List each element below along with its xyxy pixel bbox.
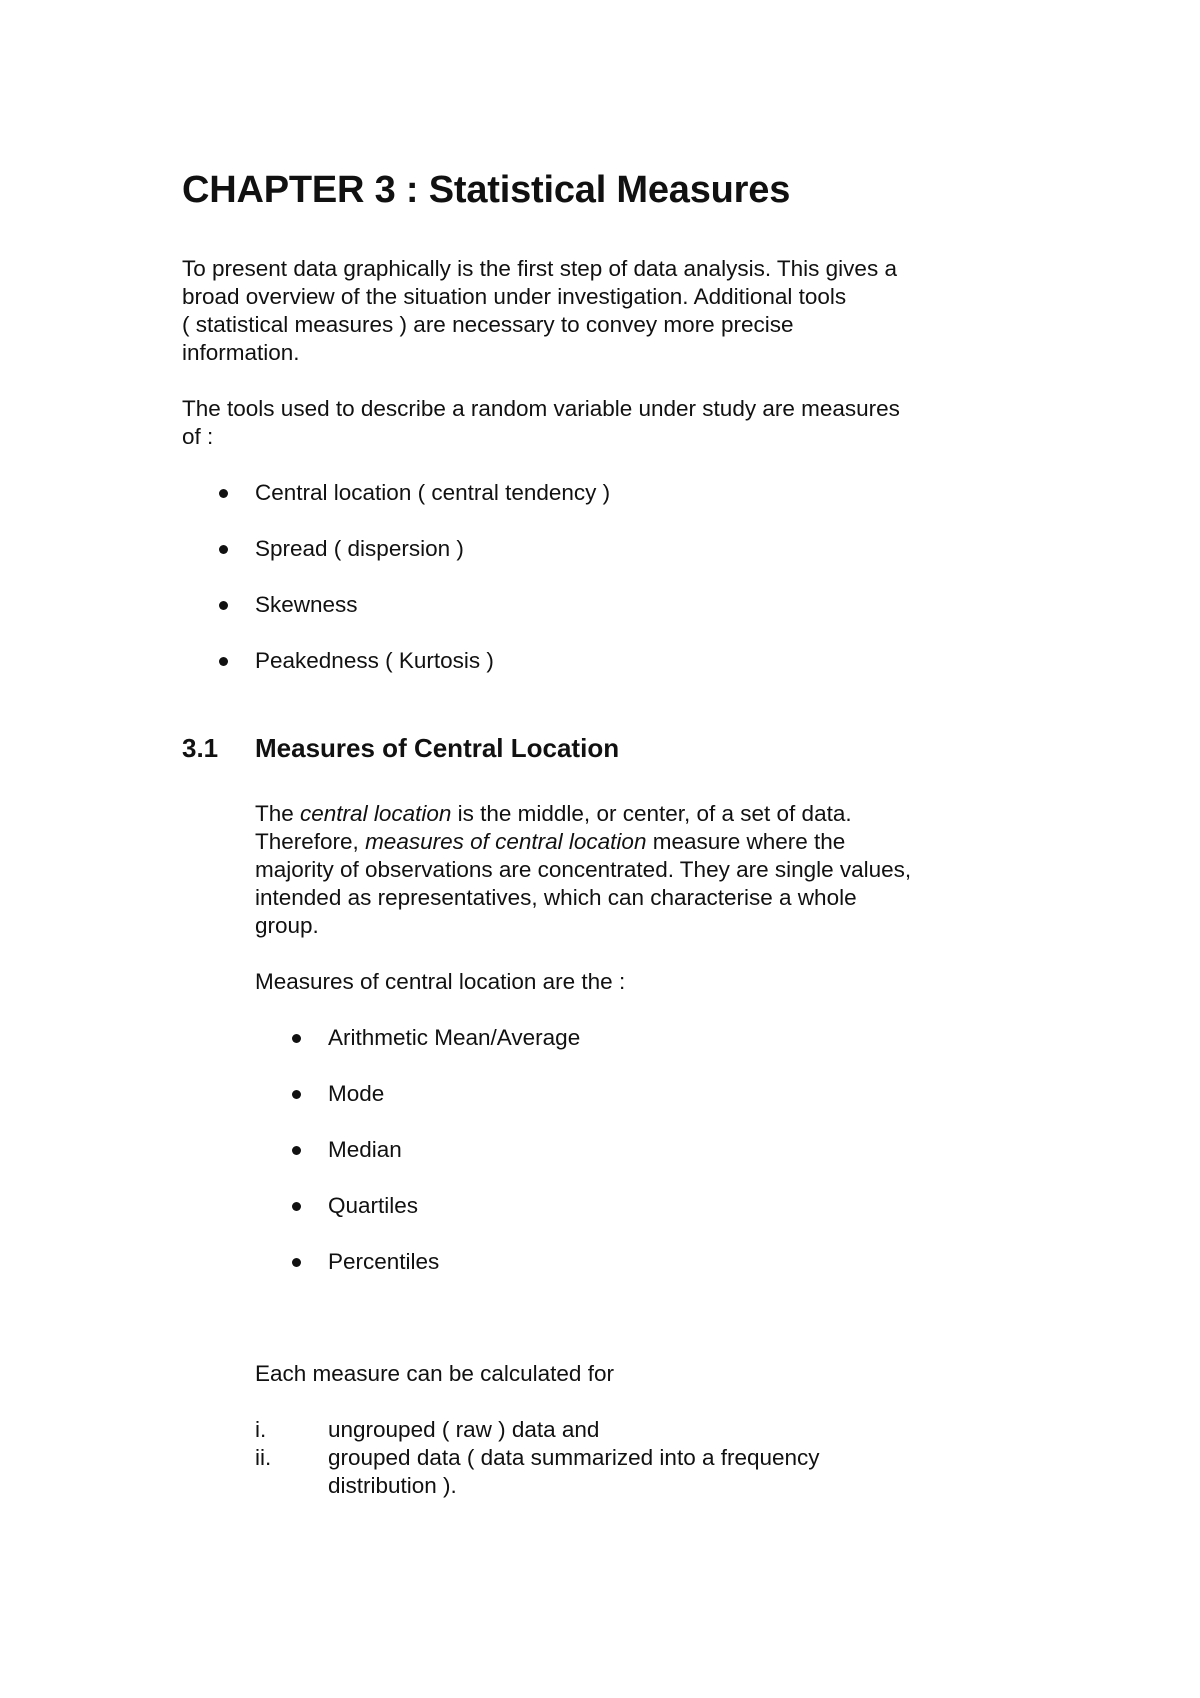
list-item-text: Quartiles <box>328 1193 419 1218</box>
text-run: measure where the <box>646 829 846 854</box>
text-run: Therefore, <box>255 829 366 854</box>
emphasis-text: measures of central location <box>365 829 647 854</box>
bullet-icon <box>292 1034 301 1043</box>
bullet-icon <box>219 657 228 666</box>
tools-line: of : <box>182 424 214 449</box>
bullet-icon <box>292 1146 301 1155</box>
list-item-text: Peakedness ( Kurtosis ) <box>255 648 494 673</box>
emphasis-text: central location <box>300 801 452 826</box>
list-item-text: Central location ( central tendency ) <box>255 480 611 505</box>
intro-line: To present data graphically is the first step of data analysis. This gives a <box>182 256 897 281</box>
measures-intro <box>255 968 625 996</box>
calc-intro-text: Each measure can be calculated for <box>255 1361 614 1386</box>
enum-text: grouped data ( data summarized into a frequency <box>328 1445 820 1470</box>
tools-paragraph <box>182 395 900 451</box>
intro-line: ( statistical measures ) are necessary to convey more precise <box>182 312 794 337</box>
intro-line: broad overview of the situation under investigation. Additional tools <box>182 284 847 309</box>
text-run: is the middle, or center, of a set of data. <box>451 801 852 826</box>
bullet-icon <box>292 1258 301 1267</box>
section-heading <box>182 732 619 764</box>
definition-line: intended as representatives, which can characterise a whole <box>255 885 857 910</box>
list-item-text: Arithmetic Mean/Average <box>328 1025 581 1050</box>
intro-paragraph <box>182 255 897 367</box>
bullet-icon <box>219 545 228 554</box>
list-item-text: Spread ( dispersion ) <box>255 536 464 561</box>
intro-line: information. <box>182 340 300 365</box>
definition-line <box>255 828 911 856</box>
list-item-text: Skewness <box>255 592 358 617</box>
bullet-icon <box>292 1090 301 1099</box>
bullet-icon <box>292 1202 301 1211</box>
section-title: Measures of Central Location <box>255 733 620 763</box>
enum-text: ungrouped ( raw ) data and <box>328 1417 600 1442</box>
list-item-text: Median <box>328 1137 402 1162</box>
list-item-text: Percentiles <box>328 1249 440 1274</box>
chapter-title: CHAPTER 3 : Statistical Measures <box>182 169 791 211</box>
bullet-icon <box>219 601 228 610</box>
enum-text: distribution ). <box>328 1473 457 1498</box>
text-run: The <box>255 801 301 826</box>
definition-line: majority of observations are concentrated. They are single values, <box>255 857 912 882</box>
definition-line: group. <box>255 913 319 938</box>
measures-intro-text: Measures of central location are the : <box>255 969 626 994</box>
calc-intro <box>255 1360 614 1388</box>
bullet-icon <box>219 489 228 498</box>
section-number: 3.1 <box>182 733 219 763</box>
tools-line: The tools used to describe a random variable under study are measures <box>182 396 900 421</box>
enum-marker: ii. <box>255 1445 272 1470</box>
list-item-text: Mode <box>328 1081 385 1106</box>
definition-line <box>255 800 911 828</box>
enum-marker: i. <box>255 1417 267 1442</box>
definition-paragraph <box>255 800 911 940</box>
